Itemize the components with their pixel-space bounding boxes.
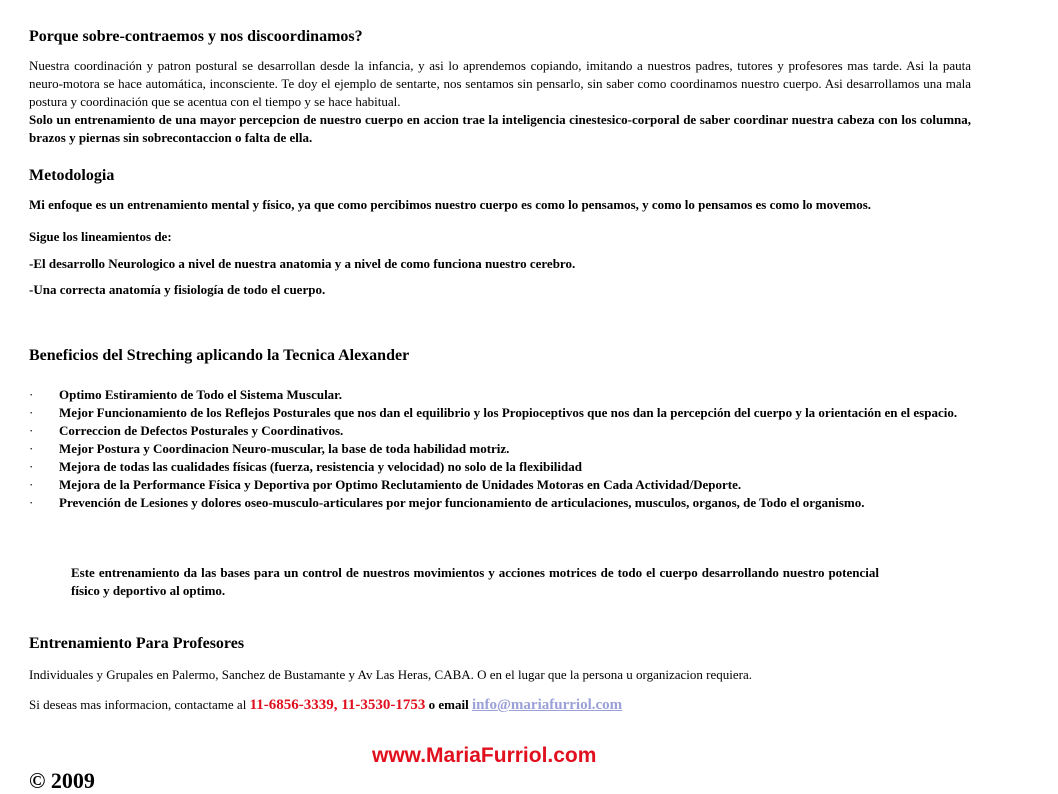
- section-porque: [29, 27, 971, 147]
- list-item: [29, 440, 971, 458]
- closing-block: [71, 564, 879, 600]
- list-item-text: Mejor Postura y Coordinacion Neuro-muscular, la base de toda habilidad motriz.: [59, 441, 510, 456]
- list-item-text: Mejor Funcionamiento de los Reflejos Posturales que nos dan el equilibrio y los Propioceptivos que nos dan la percepción del cuerpo y la orientación en el espacio.: [59, 405, 958, 420]
- paragraph-ubicacion: Individuales y Grupales en Palermo, Sanchez de Bustamante y Av Las Heras, CABA. O en el lugar que la persona u organizacion requiera.: [29, 667, 752, 682]
- lineamiento-item: -Una correcta anatomía y fisiología de todo el cuerpo.: [29, 282, 326, 297]
- email-prefix: o email: [428, 697, 469, 712]
- bullet-icon: ·: [29, 405, 34, 420]
- bullet-icon: ·: [29, 495, 34, 510]
- list-item-text: Mejora de todas las cualidades físicas (fuerza, resistencia y velocidad) no solo de la flexibilidad: [59, 459, 582, 474]
- list-item-text: Optimo Estiramiento de Todo el Sistema Muscular.: [59, 387, 343, 402]
- bullet-icon: ·: [29, 441, 34, 456]
- heading-porque: Porque sobre-contraemos y nos discoordinamos?: [29, 28, 363, 45]
- paragraph-entrenamiento: Solo un entrenamiento de una mayor percepcion de nuestro cuerpo en accion trae la inteligencia cinestesico-corporal de saber coordinar nuestra cabeza con los columna, brazos y piernas sin sobrecontaccion o falta de ella.: [29, 112, 971, 145]
- email-link[interactable]: info@mariafurriol.com: [471, 697, 623, 713]
- closing-paragraph: Este entrenamiento da las bases para un control de nuestros movimientos y acciones motrices de todo el cuerpo desarrollando nuestro potencial físico y deportivo al optimo.: [71, 565, 879, 598]
- paragraph-enfoque: Mi enfoque es un entrenamiento mental y físico, ya que como percibimos nuestro cuerpo es como lo pensamos, y como lo pensamos es como lo movemos.: [29, 197, 872, 212]
- bullet-icon: ·: [29, 423, 34, 438]
- copyright: © 2009: [29, 768, 95, 793]
- section-profesores: [29, 634, 971, 714]
- contact-line: [29, 696, 971, 714]
- bullet-icon: ·: [29, 477, 34, 492]
- list-item-text: Prevención de Lesiones y dolores oseo-musculo-articulares por mejor funcionamiento de articulaciones, musculos, organos, de Todo el organismo.: [59, 495, 865, 510]
- phone-numbers: 11-6856-3339, 11-3530-1753: [249, 697, 426, 713]
- heading-profesores: Entrenamiento Para Profesores: [29, 635, 245, 652]
- lineamientos-label: Sigue los lineamientos de:: [29, 229, 172, 244]
- bullet-icon: ·: [29, 387, 34, 402]
- section-metodologia: [29, 166, 971, 299]
- list-item: [29, 476, 971, 494]
- list-item-text: Mejora de la Performance Física y Deportiva por Optimo Reclutamiento de Unidades Motoras en Cada Actividad/Deporte.: [59, 477, 742, 492]
- list-item-text: Correccion de Defectos Posturales y Coordinativos.: [59, 423, 344, 438]
- beneficios-list: [29, 386, 971, 512]
- list-item: [29, 386, 971, 404]
- bullet-icon: ·: [29, 459, 34, 474]
- list-item: [29, 458, 971, 476]
- list-item: [29, 494, 971, 512]
- section-beneficios: [29, 346, 971, 366]
- lineamiento-item: -El desarrollo Neurologico a nivel de nuestra anatomia y a nivel de como funciona nuestro cerebro.: [29, 256, 576, 271]
- paragraph-coordinacion: Nuestra coordinación y patron postural se desarrollan desde la infancia, y asi lo aprendemos copiando, imitando a nuestros padres, tutores y profesores mas tarde. Asi la pauta neuro-motora se hace automática, inconsciente. Te doy el ejemplo de sentarte, nos sentamos sin pensarlo, sin saber como coordinamos nuestro cuerpo. Asi desarrollamos una mala postura y coordinación que se acentua con el tiempo y se hace habitual.: [29, 58, 971, 109]
- list-item: [29, 404, 971, 422]
- heading-beneficios: Beneficios del Streching aplicando la Tecnica Alexander: [29, 347, 410, 364]
- heading-metodologia: Metodologia: [29, 167, 115, 184]
- contact-prefix: Si deseas mas informacion, contactame al: [29, 697, 247, 712]
- website-link[interactable]: www.MariaFurriol.com: [372, 744, 597, 767]
- list-item: [29, 422, 971, 440]
